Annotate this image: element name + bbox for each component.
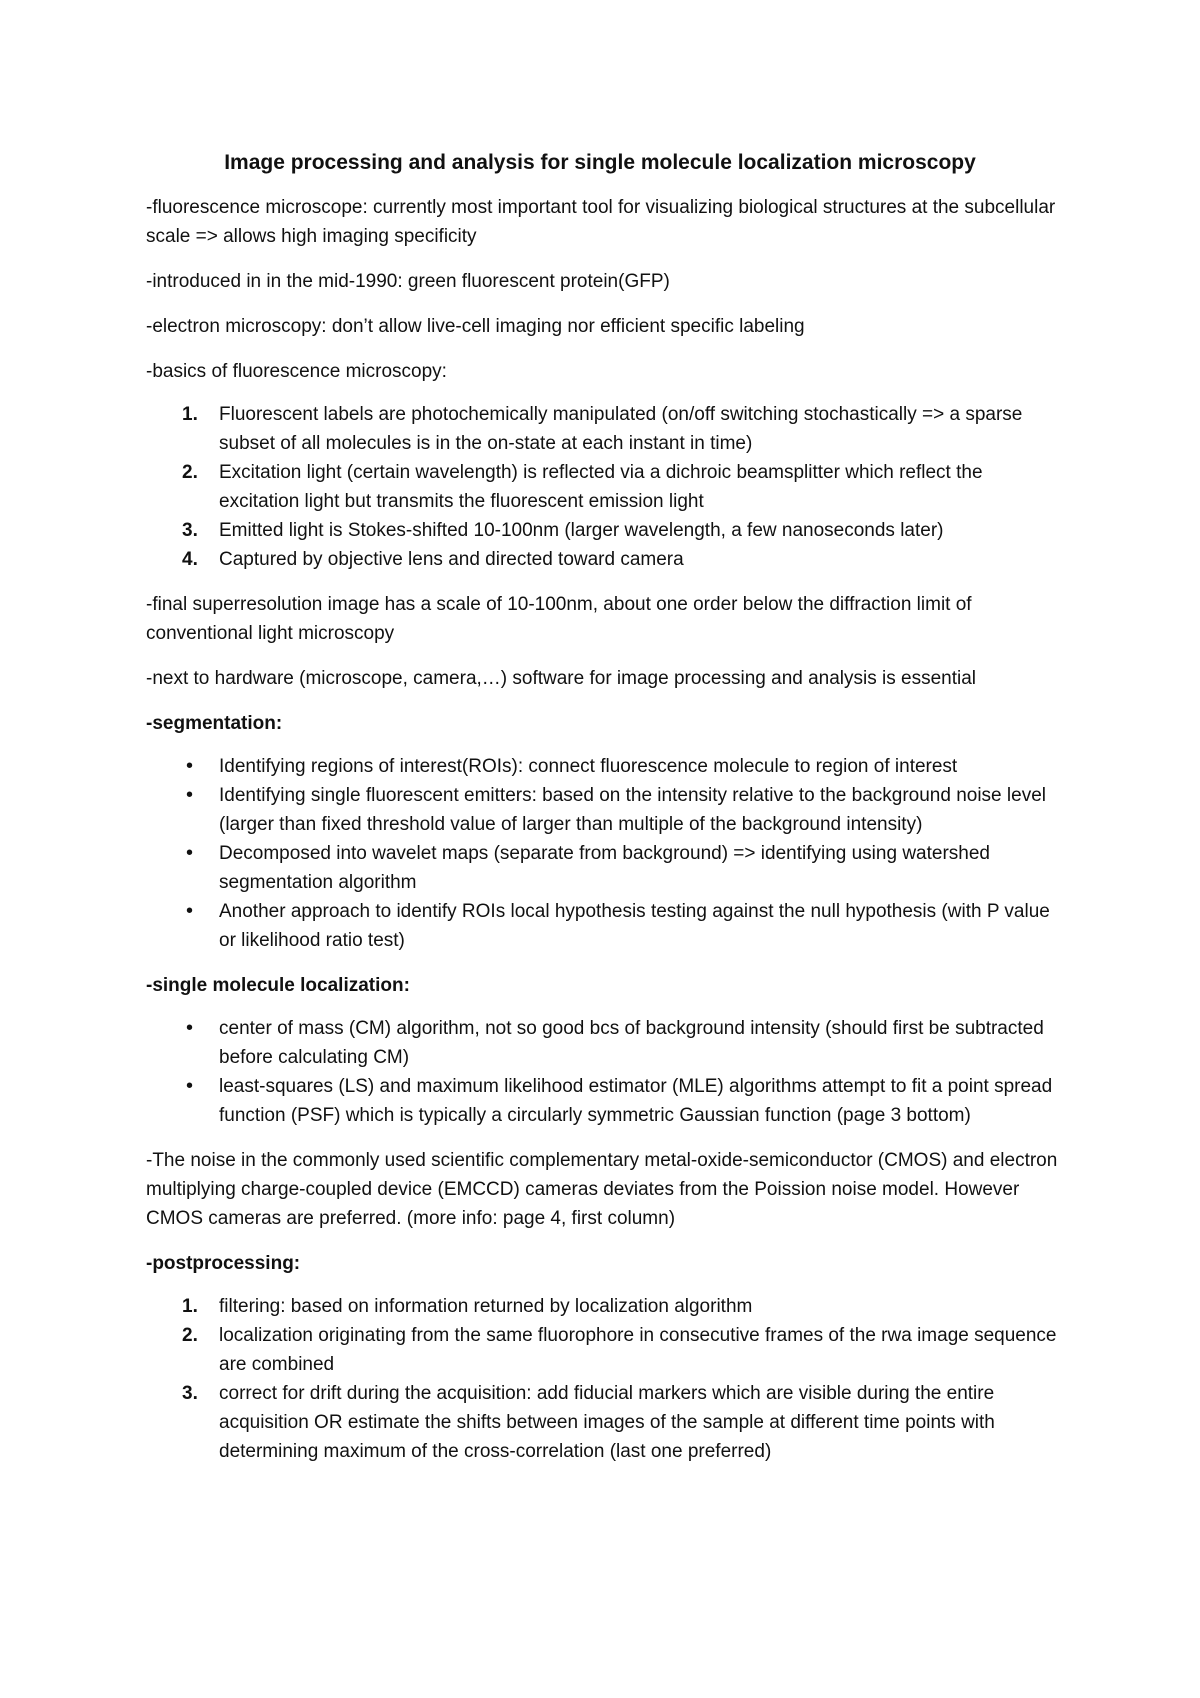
basics-list [146, 400, 1066, 574]
paragraph-noise: -The noise in the commonly used scientific complementary metal-oxide-semiconductor (CMOS) and electron multiplying charge-coupled device (EMCCD) cameras deviates from the Poission noise model. However CMOS cameras are preferred. (more info: page 4, first column) [146, 1150, 1058, 1229]
paragraph-basics-heading: -basics of fluorescence microscopy: [146, 361, 447, 382]
paragraph-superresolution: -final superresolution image has a scale of 10-100nm, about one order below the diffraction limit of conventional light microscopy [146, 594, 972, 644]
segmentation-list [146, 752, 1066, 955]
list-item: • Another approach to identify ROIs local hypothesis testing against the null hypothesis (with P value or likelihood ratio test) [219, 897, 1066, 955]
list-item: • Identifying regions of interest(ROIs): connect fluorescence molecule to region of interest [219, 752, 1066, 781]
list-item: Emitted light is Stokes-shifted 10-100nm (larger wavelength, a few nanoseconds later) [219, 520, 944, 541]
list-item: • Decomposed into wavelet maps (separate from background) => identifying using watershed segmentation algorithm [219, 839, 1066, 897]
paragraph-fluorescence-microscope: -fluorescence microscope: currently most important tool for visualizing biological structures at the subcellular scale => allows high imaging specificity [146, 197, 1056, 247]
list-item: Excitation light (certain wavelength) is reflected via a dichroic beamsplitter which reflect the excitation light but transmits the fluorescent emission light [219, 462, 983, 512]
list-item: • center of mass (CM) algorithm, not so good bcs of background intensity (should first be subtracted before calculating CM) [219, 1014, 1066, 1072]
document-body [146, 193, 1066, 1482]
document-title: Image processing and analysis for single molecule localization microscopy [224, 151, 976, 174]
heading-segmentation: -segmentation: [146, 713, 283, 734]
paragraph-electron-microscopy: -electron microscopy: don’t allow live-cell imaging nor efficient specific labeling [146, 316, 805, 337]
list-item: correct for drift during the acquisition: add fiducial markers which are visible during the entire acquisition OR estimate the shifts between images of the sample at different time points with determining maximum of the cross-correlation (last one preferred) [219, 1383, 995, 1462]
list-item: localization originating from the same fluorophore in consecutive frames of the rwa image sequence are combined [219, 1325, 1057, 1375]
list-item: filtering: based on information returned by localization algorithm [219, 1296, 753, 1317]
list-item: Captured by objective lens and directed toward camera [219, 549, 684, 570]
paragraph-software: -next to hardware (microscope, camera,…) software for image processing and analysis is essential [146, 668, 977, 689]
list-item: • least-squares (LS) and maximum likelihood estimator (MLE) algorithms attempt to fit a point spread function (PSF) which is typically a circularly symmetric Gaussian function (page 3 bottom) [219, 1072, 1066, 1130]
postprocessing-list [146, 1292, 1066, 1466]
list-item: Fluorescent labels are photochemically manipulated (on/off switching stochastically => a sparse subset of all molecules is in the on-state at each instant in time) [219, 404, 1023, 454]
localization-list [146, 1014, 1066, 1130]
heading-postprocessing: -postprocessing: [146, 1253, 301, 1274]
paragraph-gfp: -introduced in in the mid-1990: green fluorescent protein(GFP) [146, 271, 670, 292]
heading-localization: -single molecule localization: [146, 975, 410, 996]
list-item: • Identifying single fluorescent emitters: based on the intensity relative to the background noise level (larger than fixed threshold value of larger than multiple of the background intensity) [219, 781, 1066, 839]
